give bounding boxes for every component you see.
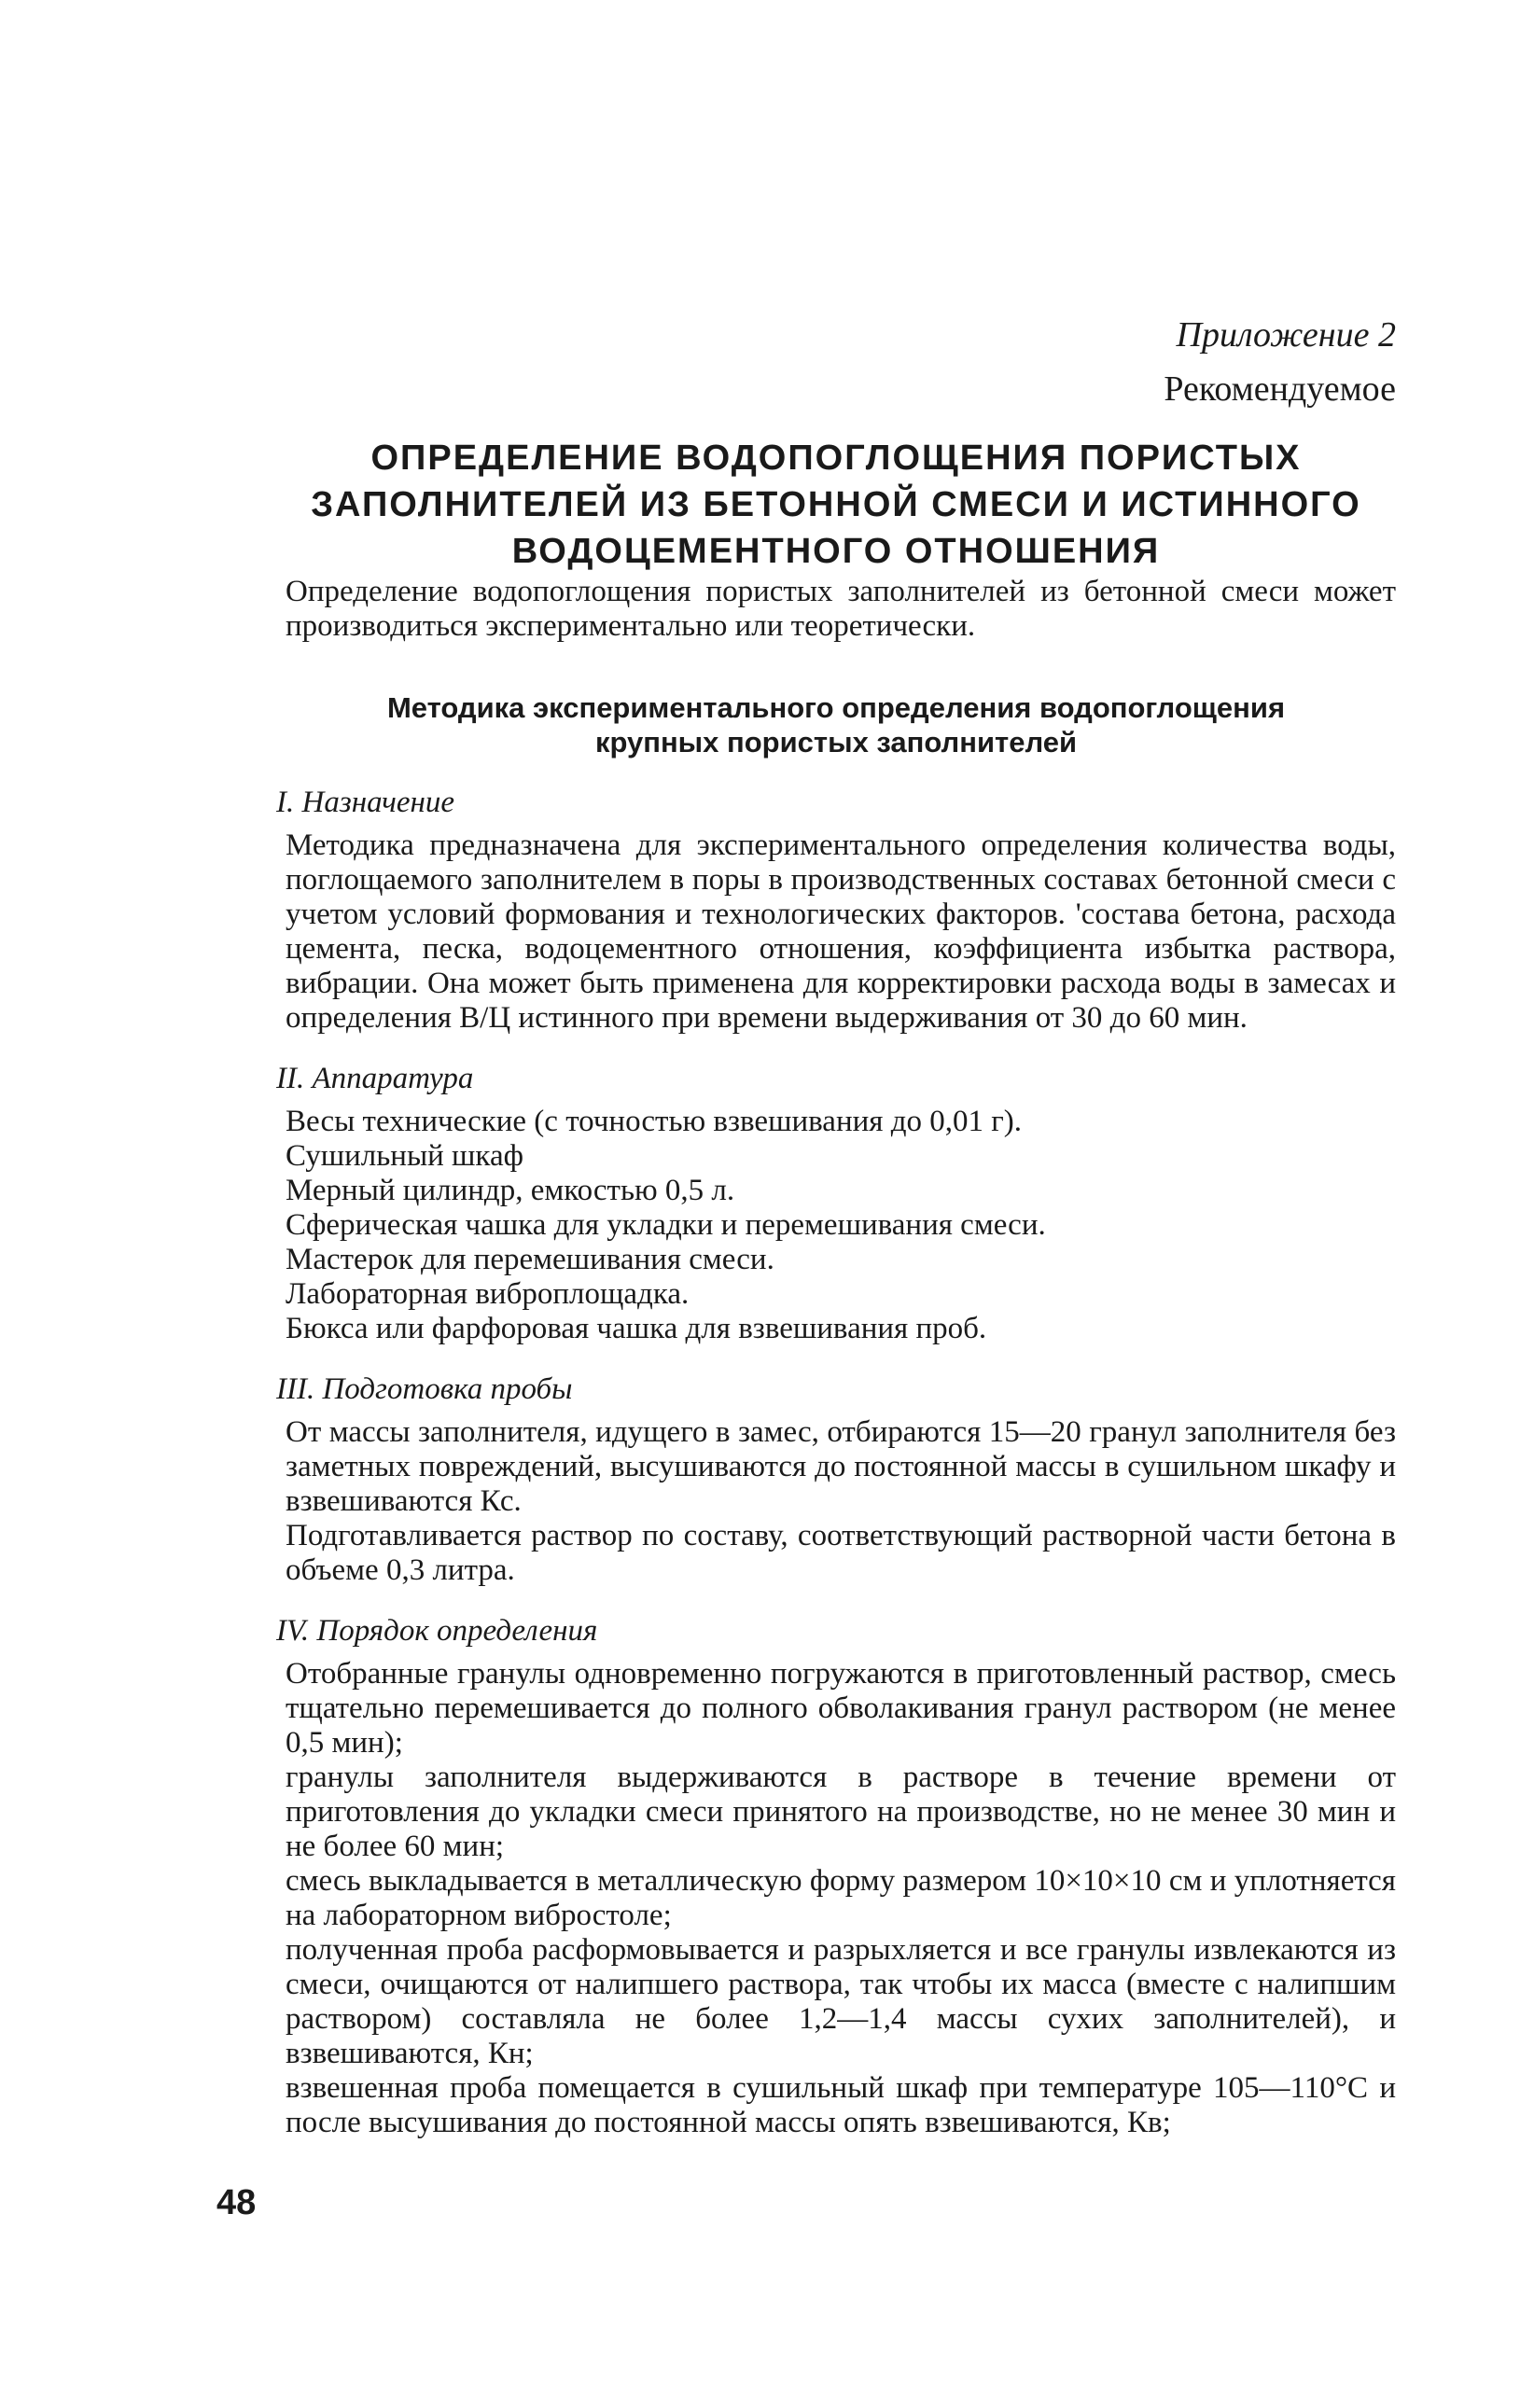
document-title — [276, 435, 1396, 575]
annex-status: Рекомендуемое — [1164, 369, 1396, 409]
list-item: Бюкса или фарфоровая чашка для взвешивания проб. — [286, 1312, 987, 1345]
annex-label: Приложение 2 — [1176, 315, 1396, 355]
annex-header — [276, 308, 1396, 416]
equipment-list — [276, 1105, 1396, 1346]
section-3-title: III. Подготовка пробы — [276, 1372, 573, 1406]
intro-paragraph: Определение водопоглощения пористых заполнителей из бетонной смеси может производиться экспериментально или теоретически. — [286, 575, 1396, 643]
section-1-text: Методика предназначена для экспериментального определения количества воды, поглощаемого заполнителем в поры в производственных составах бетонной смеси с учетом условий формования и технологических факторов. 'состава бетона, расхода цемента, песка, водоцементного отношения, коэффициента избытка раствора, вибрации. Она может быть применена для корректировки расхода воды в замесах и определения В/Ц истинного при времени выдерживания от 30 до 60 мин. — [286, 828, 1396, 1035]
section-3-paragraph-1: От массы заполнителя, идущего в замес, отбираются 15—20 гранул заполнителя без заметных повреждений, высушиваются до постоянной массы в сушильном шкафу и взвешиваются Кс. — [286, 1415, 1396, 1518]
list-item: Весы технические (с точностью взвешивания до 0,01 г). — [286, 1105, 1023, 1138]
title-line-2: ЗАПОЛНИТЕЛЕЙ ИЗ БЕТОННОЙ СМЕСИ И ИСТИННОГО — [311, 485, 1361, 524]
section-4-title: IV. Порядок определения — [276, 1614, 598, 1648]
subheading-line-2: крупных пористых заполнителей — [594, 726, 1078, 759]
section-1-title: I. Назначение — [276, 786, 455, 819]
section-4-paragraph: Отобранные гранулы одновременно погружаются в приготовленный раствор, смесь тщательно перемешивается до полного обволакивания гранул раствором (не менее 0,5 мин); — [286, 1657, 1396, 1760]
list-item: Лабораторная виброплощадка. — [286, 1277, 690, 1311]
section-3-paragraph-2: Подготавливается раствор по составу, соответствующий растворной части бетона в объеме 0,3 литра. — [286, 1519, 1396, 1587]
section-4-paragraph: гранулы заполнителя выдерживаются в растворе в течение времени от приготовления до укладки смеси принятого на производстве, но не менее 30 мин и не более 60 мин; — [286, 1761, 1396, 1863]
title-line-3: ВОДОЦЕМЕНТНОГО ОТНОШЕНИЯ — [511, 532, 1161, 571]
document-page — [276, 308, 1396, 2140]
list-item: Сферическая чашка для укладки и перемешивания смеси. — [286, 1208, 1046, 1242]
list-item: Сушильный шкаф — [286, 1139, 523, 1173]
page-number: 48 — [216, 2183, 257, 2222]
list-item: Мерный цилиндр, емкостью 0,5 л. — [286, 1174, 735, 1207]
method-subheading — [276, 690, 1396, 759]
subheading-line-1: Методика экспериментального определения водопоглощения — [386, 691, 1286, 724]
section-4-paragraph: взвешенная проба помещается в сушильный шкаф при температуре 105—110°С и после высушивания до постоянной массы опять взвешиваются, Кв; — [286, 2071, 1396, 2139]
title-line-1: ОПРЕДЕЛЕНИЕ ВОДОПОГЛОЩЕНИЯ ПОРИСТЫХ — [370, 438, 1302, 478]
section-4-paragraph: полученная проба расформовывается и разрыхляется и все гранулы извлекаются из смеси, очищаются от налипшего раствора, так чтобы их масса (вместе с налипшим раствором) составляла не более 1,2—1,4 массы сухих заполнителей), и взвешиваются, Кн; — [286, 1933, 1396, 2070]
section-4-paragraph: смесь выкладывается в металлическую форму размером 10×10×10 см и уплотняется на лабораторном вибростоле; — [286, 1864, 1396, 1932]
list-item: Мастерок для перемешивания смеси. — [286, 1243, 774, 1276]
section-2-title: II. Аппаратура — [276, 1062, 474, 1095]
